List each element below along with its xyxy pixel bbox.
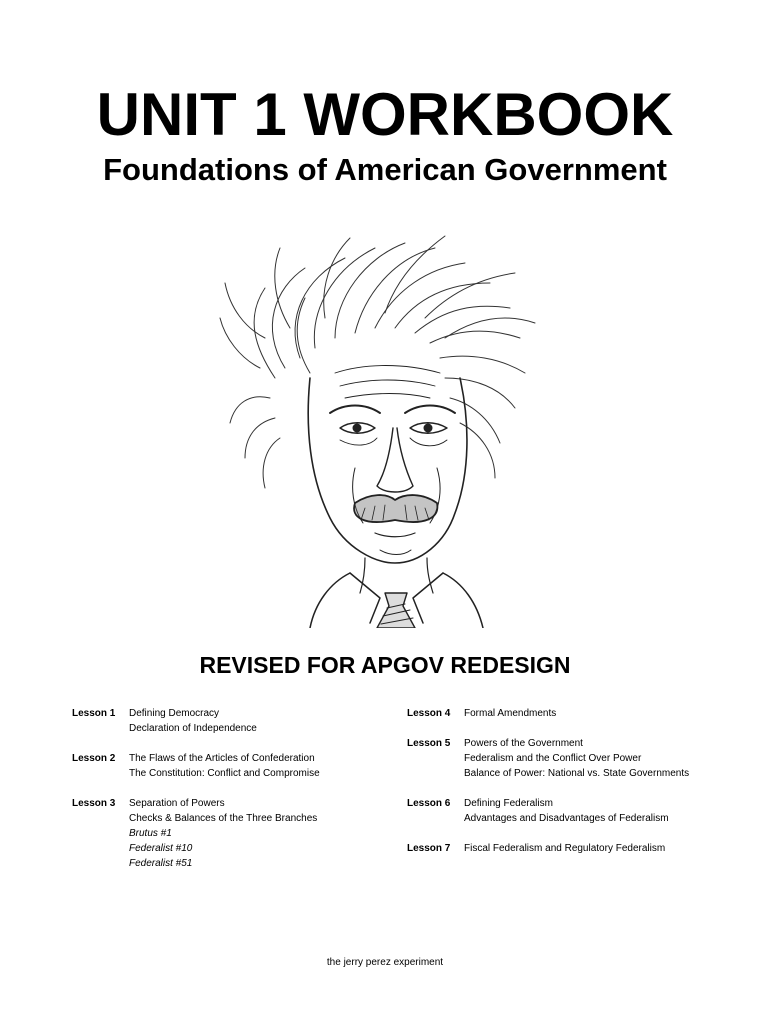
revised-heading: REVISED FOR APGOV REDESIGN bbox=[199, 652, 571, 678]
lesson-label: Lesson 3 bbox=[72, 798, 116, 809]
lesson-topic: Defining Federalism bbox=[464, 798, 553, 809]
lesson-topic: The Flaws of the Articles of Confederation bbox=[129, 753, 315, 764]
lesson-4 bbox=[407, 706, 737, 721]
lesson-topic: Brutus #1 bbox=[129, 828, 172, 839]
lesson-2 bbox=[72, 751, 392, 781]
lesson-label: Lesson 6 bbox=[407, 798, 451, 809]
lesson-topic: Federalist #51 bbox=[129, 858, 193, 869]
workbook-subtitle: Foundations of American Government bbox=[103, 152, 667, 187]
lesson-5 bbox=[407, 736, 737, 781]
footer-credit: the jerry perez experiment bbox=[326, 957, 444, 968]
lesson-topic: Separation of Powers bbox=[129, 798, 225, 809]
lesson-topic: Federalist #10 bbox=[129, 843, 193, 854]
lesson-label: Lesson 5 bbox=[407, 738, 451, 749]
lesson-label: Lesson 7 bbox=[407, 843, 451, 854]
lesson-topic: Checks & Balances of the Three Branches bbox=[129, 813, 318, 824]
lesson-label: Lesson 2 bbox=[72, 753, 116, 764]
lesson-topic: Declaration of Independence bbox=[129, 723, 257, 734]
lesson-topic: Powers of the Government bbox=[464, 738, 583, 749]
lesson-1 bbox=[72, 706, 392, 736]
lesson-6 bbox=[407, 796, 737, 826]
lesson-topic: The Constitution: Conflict and Compromise bbox=[129, 768, 320, 779]
lessons-left-column bbox=[72, 706, 392, 871]
lesson-topic: Federalism and the Conflict Over Power bbox=[464, 753, 642, 764]
lesson-label: Lesson 4 bbox=[407, 708, 451, 719]
lessons-right-column bbox=[407, 706, 737, 856]
lesson-label: Lesson 1 bbox=[72, 708, 116, 719]
lesson-topic: Formal Amendments bbox=[464, 708, 557, 719]
lesson-topic: Advantages and Disadvantages of Federalism bbox=[464, 813, 669, 824]
lesson-3 bbox=[72, 796, 392, 871]
lesson-topic: Fiscal Federalism and Regulatory Federalism bbox=[464, 843, 666, 854]
lesson-topic: Defining Democracy bbox=[129, 708, 220, 719]
workbook-title: UNIT 1 WORKBOOK bbox=[96, 81, 674, 148]
einstein-portrait-sketch-icon bbox=[215, 228, 555, 628]
lesson-topic: Balance of Power: National vs. State Governments bbox=[464, 768, 690, 779]
lesson-7 bbox=[407, 841, 737, 856]
